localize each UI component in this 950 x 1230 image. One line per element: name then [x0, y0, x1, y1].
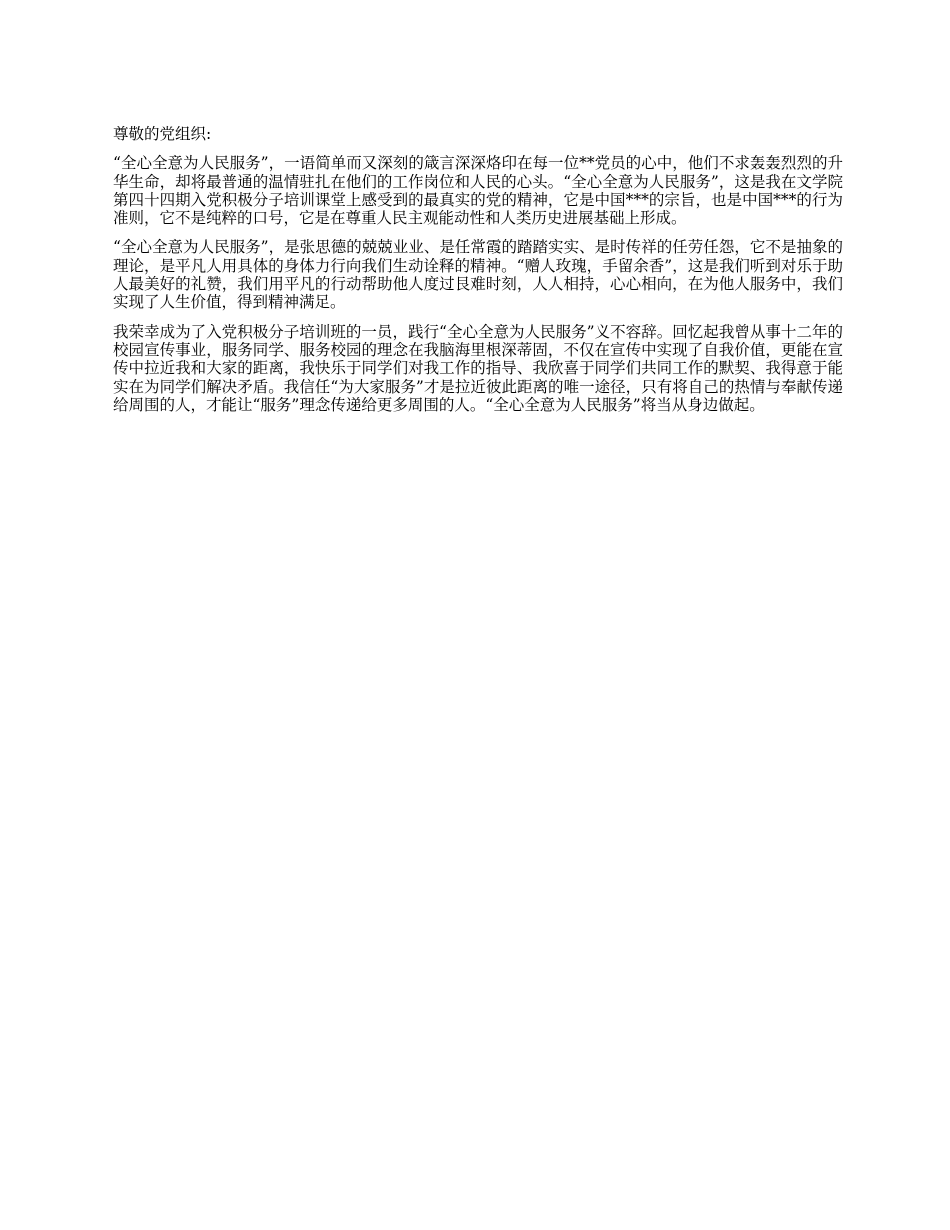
salutation: 尊敬的党组织:: [113, 125, 212, 143]
paragraph-2: “全心全意为人民服务”，是张思德的兢兢业业、是任常霞的踏踏实实、是时传祥的任劳任怨，它不是抽象的理论，是平凡人用具体的身体力行向我们生动诠释的精神。“赠人玫瑰，手留余香”，这是我们听到对乐于助人最美好的礼赞，我们用平凡的行动帮助他人度过艮难时刻，人人相持，心心相向，在为他人服务中，我们实现了人生价值，得到精神满足。: [113, 238, 843, 312]
paragraph-1: “全心全意为人民服务”，一语简单而又深刻的箴言深深烙印在每一位**党员的心中，他们不求轰轰烈烈的升华生命，却将最普通的温情驻扎在他们的工作岗位和人民的心头。“全心全意为人民服务”，这是我在文学院第四十四期入党积极分子培训课堂上感受到的最真实的党的精神，它是中国***的宗旨，也是中国***的行为准则，它不是纯粹的口号，它是在尊重人民主观能动性和人类历史进展基础上形成。: [113, 154, 843, 228]
document-page: [113, 125, 843, 425]
paragraph-3: 我荣幸成为了入党积极分子培训班的一员，践行“全心全意为人民服务”义不容辞。回忆起我曾从事十二年的校园宣传事业，服务同学、服务校园的理念在我脑海里根深蒂固，不仅在宣传中实现了自我价值，更能在宣传中拉近我和大家的距离，我快乐于同学们对我工作的指导、我欣喜于同学们共同工作的默契、我得意于能实在为同学们解决矛盾。我信任“为大家服务”才是拉近彼此距离的唯一途径，只有将自己的热情与奉献传递给周围的人，才能让“服务”理念传递给更多周围的人。“全心全意为人民服务”将当从身边做起。: [113, 322, 843, 414]
